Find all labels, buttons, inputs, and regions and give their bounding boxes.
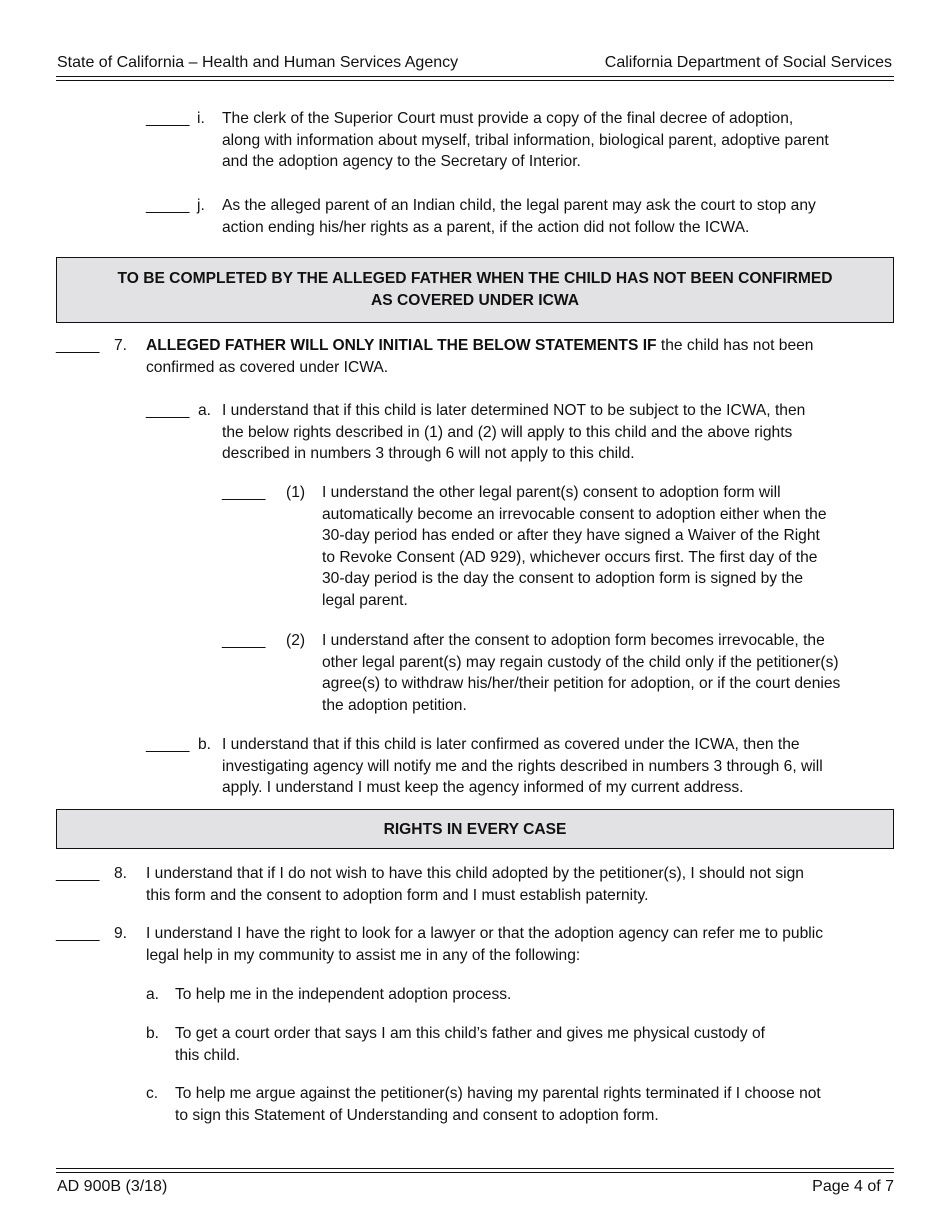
initial-blank-i[interactable]: _____ <box>146 110 190 127</box>
item-marker-8: 8. <box>114 865 128 882</box>
footer-rule-thin <box>56 1172 894 1173</box>
initial-blank-7a1[interactable]: _____ <box>222 484 266 501</box>
item-text-7a2: I understand after the consent to adoption form becomes irrevocable, the other legal parent(s) may regain custody of the child only if the petitioner(s) agree(s) to withdraw his/her/their petition for adoption, or if the court denies the adoption petition. <box>322 632 841 714</box>
footer-rule <box>56 1168 894 1169</box>
item-text-7a: I understand that if this child is later determined NOT to be subject to the ICWA, then the below rights described in (1) and (2) will apply to this child and the above rights described in numbers 3 through 6 will not apply to this child. <box>222 402 806 463</box>
item-text-j: As the alleged parent of an Indian child, the legal parent may ask the court to stop any action ending his/her rights as a parent, if the action did not follow the ICWA. <box>222 197 816 236</box>
item-marker-9: 9. <box>114 925 128 942</box>
header-department: California Department of Social Services <box>604 54 892 71</box>
item-marker-9c: c. <box>146 1085 159 1102</box>
initial-blank-7a[interactable]: _____ <box>146 402 190 419</box>
initial-blank-9[interactable]: _____ <box>56 925 100 942</box>
item-text-9: I understand I have the right to look for a lawyer or that the adoption agency can refer me to public legal help in my community to assist me in any of the following: <box>146 925 823 964</box>
item-text-9a: To help me in the independent adoption process. <box>175 986 512 1003</box>
initial-blank-7b[interactable]: _____ <box>146 736 190 753</box>
section-banner-unconfirmed-icwa: TO BE COMPLETED BY THE ALLEGED FATHER WHEN THE CHILD HAS NOT BEEN CONFIRMED AS COVERED UNDER ICWA <box>56 257 894 323</box>
item-marker-9a: a. <box>146 986 160 1003</box>
item-marker-j: j. <box>197 197 205 214</box>
initial-blank-7a2[interactable]: _____ <box>222 632 266 649</box>
item-marker-7a1: (1) <box>286 484 306 501</box>
header-agency: State of California – Health and Human Services Agency <box>57 54 459 71</box>
item-text-7b: I understand that if this child is later confirmed as covered under the ICWA, then the investigating agency will notify me and the rights described in numbers 3 through 6, will apply. I understand I must keep the agency informed of my current address. <box>222 736 823 797</box>
item-marker-9b: b. <box>146 1025 160 1042</box>
item-text-8: I understand that if I do not wish to have this child adopted by the petitioner(s), I should not sign this form and the consent to adoption form and I must establish paternity. <box>146 865 804 904</box>
header-rule <box>56 76 894 77</box>
item-marker-7a: a. <box>198 402 212 419</box>
item-text-7a1: I understand the other legal parent(s) consent to adoption form will automatically become an irrevocable consent to adoption either when the 30-day period has ended or after they have signed a Waiver of the Right to Revoke Consent (AD 929), whichever occurs first. The first day of the 30-day period is the day the consent to adoption form is signed by the legal parent. <box>322 484 827 609</box>
initial-blank-j[interactable]: _____ <box>146 197 190 214</box>
section-banner-rights-every-case: RIGHTS IN EVERY CASE <box>56 809 894 849</box>
item-text-9c: To help me argue against the petitioner(s) having my parental rights terminated if I choose not to sign this Statement of Understanding and consent to adoption form. <box>175 1085 821 1124</box>
item-marker-i: i. <box>197 110 205 127</box>
form-number: AD 900B (3/18) <box>57 1178 168 1195</box>
item-marker-7: 7. <box>114 337 128 354</box>
item-text-9b: To get a court order that says I am this child’s father and gives me physical custody of this child. <box>175 1025 765 1064</box>
item-marker-7a2: (2) <box>286 632 306 649</box>
item-text-i: The clerk of the Superior Court must provide a copy of the final decree of adoption, along with information about myself, tribal information, biological parent, adoptive parent and the adoption agency to the Secretary of Interior. <box>222 110 829 171</box>
initial-blank-8[interactable]: _____ <box>56 865 100 882</box>
item-marker-7b: b. <box>198 736 212 753</box>
header-rule-thin <box>56 80 894 81</box>
page-number: Page 4 of 7 <box>812 1178 894 1195</box>
initial-blank-7[interactable]: _____ <box>56 337 100 354</box>
item-text-7: ALLEGED FATHER WILL ONLY INITIAL THE BELOW STATEMENTS IF the child has not been confirmed as covered under ICWA. <box>146 337 814 376</box>
